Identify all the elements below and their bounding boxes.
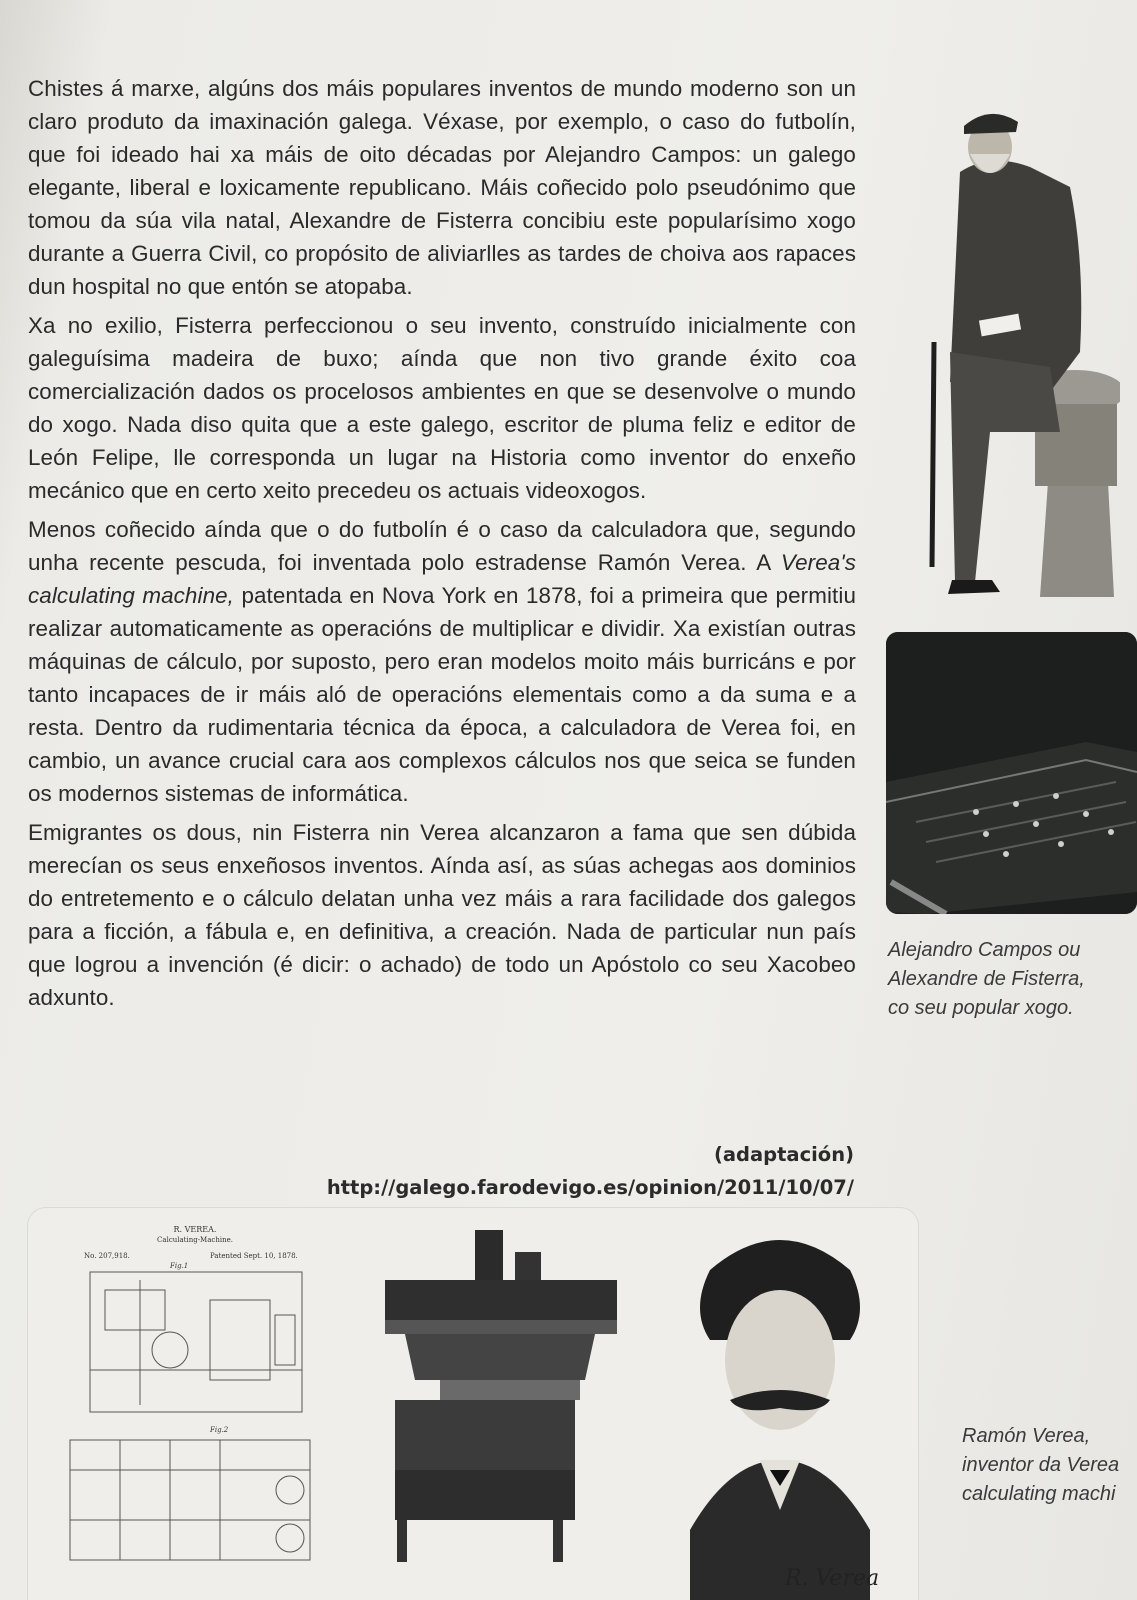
portrait-ramon-verea bbox=[670, 1230, 890, 1600]
source-line-1: (adaptación) http://galego.farodevigo.es/opinion/2011/10/07/ bbox=[326, 1143, 854, 1199]
patent-fig-2: Fig.2 bbox=[210, 1426, 229, 1434]
foosball-illustration bbox=[886, 632, 1137, 914]
machine-name-italic: Verea's calculating machine, bbox=[28, 550, 856, 608]
signature-text: R. Verea bbox=[785, 1566, 880, 1591]
paragraph-1: Chistes á marxe, algúns dos máis populares inventos de mundo moderno son un claro produto da imaxinación galega. Véxase, por exemplo, o caso do futbolín, que foi ideado hai xa máis de oito décadas por Alejandro Campos: un galego elegante, liberal e loxicamente republicano. Máis coñecido polo pseudónimo que tomou da súa vila natal, Alexandre de Fisterra concibiu este popularísimo xogo durante a Guerra Civil, co propósito de aliviarlles as tardes de choiva aos rapaces dun hospital no que entón se atopaba. bbox=[28, 76, 856, 299]
verea-signature bbox=[784, 1566, 879, 1591]
caption-campos-line-2: Alexandre de Fisterra, bbox=[888, 968, 1085, 990]
patent-subtitle: Calculating-Machine. bbox=[157, 1236, 233, 1244]
caption-verea-line-1: Ramón Verea, bbox=[962, 1425, 1091, 1447]
paragraph-3-start: Menos coñecido aínda que o do futbolín é o caso da calculadora que, segundo unha recente pescuda, foi inventada polo estradense Ramón Verea. A bbox=[28, 517, 856, 575]
paragraph-2: Xa no exilio, Fisterra perfeccionou o seu invento, construído inicialmente con galeguísima madeira de buxo; aínda que non tivo grande éxito coa comercialización dados os procelosos ambientes en que se desenvolve o mundo do xogo. Nada diso quita que a este galego, escritor de pluma feliz e editor de León Felipe, lle corresponda un lugar na Historia como inventor do enxeño mecánico que en certo xeito precedeu os actuais videoxogos. bbox=[28, 313, 856, 503]
caption-verea-line-3: calculating machi bbox=[962, 1483, 1116, 1505]
caption-verea bbox=[962, 1422, 1137, 1509]
caption-verea-line-2: inventor da Verea bbox=[962, 1454, 1120, 1476]
caption-campos-line-1: Alejandro Campos ou bbox=[888, 939, 1081, 961]
caption-campos bbox=[888, 936, 1128, 1023]
paragraph-3-end: patentada en Nova York en 1878, foi a primeira que permitiu realizar automaticamente as operacións de multiplicar e dividir. Xa existían outras máquinas de cálculo, por suposto, pero eran modelos moito máis burricáns e por tanto incapaces de ir máis aló de operacións elementais como a da suma e a resta. Dentro da rudimentaria técnica da época, a calculadora de Verea foi, en cambio, un avance crucial cara aos complexos cálculos nos que seica se funden os modernos sistemas de informática. bbox=[28, 583, 856, 806]
paragraph-4: Emigrantes os dous, nin Fisterra nin Verea alcanzaron a fama que sen dúbida merecían os seus enxeñosos inventos. Aínda así, as súas achegas aos dominios do entretemento e o cálculo delatan unha vez máis a rara facilidade dos galegos para a ficción, a fábula e, en definitiva, a creación. Nada de particular nun país que logrou a invención (é dicir: o achado) de todo un Apóstolo co seu Xacobeo adxunto. bbox=[28, 820, 856, 1010]
photo-calculating-machine bbox=[385, 1230, 635, 1565]
patent-fig-1: Fig.1 bbox=[170, 1262, 189, 1270]
photo-alejandro-campos bbox=[920, 92, 1120, 607]
patent-title: R. VEREA. bbox=[173, 1225, 217, 1234]
patent-date: Patented Sept. 10, 1878. bbox=[210, 1252, 298, 1260]
caption-campos-line-3: co seu popular xogo. bbox=[888, 997, 1074, 1019]
paragraph-3 bbox=[28, 513, 856, 810]
photo-foosball-table bbox=[886, 632, 1137, 914]
patent-number: No. 207,918. bbox=[84, 1252, 130, 1260]
article-body bbox=[28, 72, 856, 1020]
patent-drawing bbox=[60, 1220, 330, 1595]
